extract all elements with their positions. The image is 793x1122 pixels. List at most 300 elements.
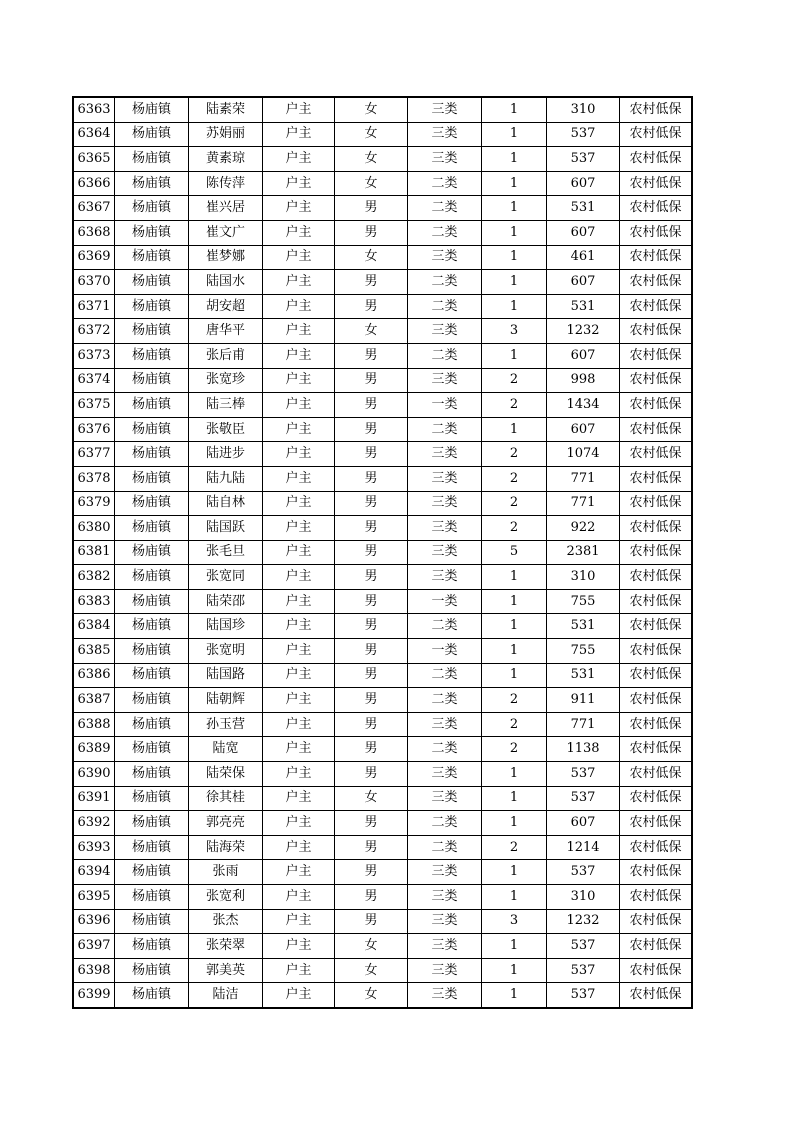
assistance-type-cell: 农村低保 — [620, 639, 693, 664]
table-row — [73, 811, 692, 836]
table-row — [73, 97, 692, 122]
row-number-cell: 6395 — [73, 885, 115, 910]
assistance-type-cell: 农村低保 — [620, 589, 693, 614]
table-row — [73, 196, 692, 221]
household-size-cell: 1 — [482, 589, 547, 614]
gender-cell: 男 — [335, 466, 408, 491]
assistance-type-cell: 农村低保 — [620, 688, 693, 713]
amount-cell: 1138 — [547, 737, 620, 762]
household-size-cell: 2 — [482, 516, 547, 541]
assistance-type-cell: 农村低保 — [620, 294, 693, 319]
assistance-type-cell: 农村低保 — [620, 762, 693, 787]
assistance-type-cell: 农村低保 — [620, 860, 693, 885]
township-cell: 杨庙镇 — [115, 712, 189, 737]
township-cell: 杨庙镇 — [115, 294, 189, 319]
amount-cell: 771 — [547, 491, 620, 516]
relation-cell: 户主 — [263, 196, 335, 221]
row-number-cell: 6392 — [73, 811, 115, 836]
relation-cell: 户主 — [263, 319, 335, 344]
category-cell: 二类 — [408, 196, 482, 221]
township-cell: 杨庙镇 — [115, 147, 189, 172]
table-row — [73, 983, 692, 1008]
row-number-cell: 6379 — [73, 491, 115, 516]
row-number-cell: 6396 — [73, 909, 115, 934]
category-cell: 一类 — [408, 639, 482, 664]
gender-cell: 女 — [335, 122, 408, 147]
category-cell: 二类 — [408, 171, 482, 196]
gender-cell: 男 — [335, 811, 408, 836]
table-row — [73, 688, 692, 713]
table-row — [73, 417, 692, 442]
category-cell: 二类 — [408, 835, 482, 860]
gender-cell: 男 — [335, 393, 408, 418]
row-number-cell: 6372 — [73, 319, 115, 344]
gender-cell: 男 — [335, 663, 408, 688]
household-size-cell: 2 — [482, 442, 547, 467]
relation-cell: 户主 — [263, 516, 335, 541]
category-cell: 三类 — [408, 983, 482, 1008]
household-size-cell: 1 — [482, 860, 547, 885]
name-cell: 张宽珍 — [189, 368, 263, 393]
category-cell: 三类 — [408, 860, 482, 885]
row-number-cell: 6364 — [73, 122, 115, 147]
assistance-type-cell: 农村低保 — [620, 343, 693, 368]
gender-cell: 女 — [335, 786, 408, 811]
table-row — [73, 122, 692, 147]
township-cell: 杨庙镇 — [115, 122, 189, 147]
amount-cell: 607 — [547, 171, 620, 196]
row-number-cell: 6366 — [73, 171, 115, 196]
household-size-cell: 1 — [482, 934, 547, 959]
row-number-cell: 6387 — [73, 688, 115, 713]
row-number-cell: 6382 — [73, 565, 115, 590]
township-cell: 杨庙镇 — [115, 245, 189, 270]
row-number-cell: 6391 — [73, 786, 115, 811]
table-body — [73, 97, 692, 1008]
row-number-cell: 6368 — [73, 220, 115, 245]
assistance-type-cell: 农村低保 — [620, 97, 693, 122]
amount-cell: 1434 — [547, 393, 620, 418]
household-size-cell: 2 — [482, 688, 547, 713]
name-cell: 陆自林 — [189, 491, 263, 516]
category-cell: 三类 — [408, 885, 482, 910]
row-number-cell: 6376 — [73, 417, 115, 442]
table-row — [73, 442, 692, 467]
relation-cell: 户主 — [263, 737, 335, 762]
household-size-cell: 1 — [482, 294, 547, 319]
township-cell: 杨庙镇 — [115, 343, 189, 368]
row-number-cell: 6370 — [73, 270, 115, 295]
category-cell: 三类 — [408, 934, 482, 959]
gender-cell: 男 — [335, 688, 408, 713]
gender-cell: 女 — [335, 245, 408, 270]
gender-cell: 男 — [335, 614, 408, 639]
amount-cell: 537 — [547, 762, 620, 787]
assistance-type-cell: 农村低保 — [620, 270, 693, 295]
township-cell: 杨庙镇 — [115, 934, 189, 959]
amount-cell: 310 — [547, 97, 620, 122]
assistance-type-cell: 农村低保 — [620, 147, 693, 172]
amount-cell: 537 — [547, 934, 620, 959]
gender-cell: 男 — [335, 270, 408, 295]
relation-cell: 户主 — [263, 639, 335, 664]
name-cell: 陆荣保 — [189, 762, 263, 787]
township-cell: 杨庙镇 — [115, 466, 189, 491]
category-cell: 三类 — [408, 466, 482, 491]
name-cell: 陆三棒 — [189, 393, 263, 418]
amount-cell: 531 — [547, 663, 620, 688]
name-cell: 胡安超 — [189, 294, 263, 319]
household-size-cell: 1 — [482, 958, 547, 983]
amount-cell: 537 — [547, 983, 620, 1008]
household-size-cell: 1 — [482, 565, 547, 590]
category-cell: 三类 — [408, 442, 482, 467]
relation-cell: 户主 — [263, 147, 335, 172]
row-number-cell: 6398 — [73, 958, 115, 983]
assistance-type-cell: 农村低保 — [620, 319, 693, 344]
relief-recipients-table — [72, 96, 693, 1009]
township-cell: 杨庙镇 — [115, 171, 189, 196]
household-size-cell: 1 — [482, 122, 547, 147]
relation-cell: 户主 — [263, 786, 335, 811]
category-cell: 三类 — [408, 516, 482, 541]
name-cell: 张杰 — [189, 909, 263, 934]
category-cell: 三类 — [408, 786, 482, 811]
household-size-cell: 1 — [482, 639, 547, 664]
category-cell: 二类 — [408, 417, 482, 442]
assistance-type-cell: 农村低保 — [620, 786, 693, 811]
row-number-cell: 6384 — [73, 614, 115, 639]
assistance-type-cell: 农村低保 — [620, 614, 693, 639]
amount-cell: 1074 — [547, 442, 620, 467]
name-cell: 陈传萍 — [189, 171, 263, 196]
township-cell: 杨庙镇 — [115, 885, 189, 910]
assistance-type-cell: 农村低保 — [620, 663, 693, 688]
assistance-type-cell: 农村低保 — [620, 122, 693, 147]
gender-cell: 男 — [335, 909, 408, 934]
amount-cell: 998 — [547, 368, 620, 393]
gender-cell: 男 — [335, 565, 408, 590]
amount-cell: 310 — [547, 565, 620, 590]
relation-cell: 户主 — [263, 466, 335, 491]
category-cell: 三类 — [408, 97, 482, 122]
name-cell: 陆荣邵 — [189, 589, 263, 614]
township-cell: 杨庙镇 — [115, 368, 189, 393]
name-cell: 陆宽 — [189, 737, 263, 762]
name-cell: 徐其桂 — [189, 786, 263, 811]
category-cell: 二类 — [408, 811, 482, 836]
category-cell: 三类 — [408, 491, 482, 516]
amount-cell: 531 — [547, 614, 620, 639]
relation-cell: 户主 — [263, 171, 335, 196]
assistance-type-cell: 农村低保 — [620, 835, 693, 860]
household-size-cell: 1 — [482, 614, 547, 639]
table-row — [73, 712, 692, 737]
gender-cell: 男 — [335, 589, 408, 614]
amount-cell: 911 — [547, 688, 620, 713]
gender-cell: 男 — [335, 417, 408, 442]
relation-cell: 户主 — [263, 343, 335, 368]
township-cell: 杨庙镇 — [115, 270, 189, 295]
gender-cell: 女 — [335, 983, 408, 1008]
household-size-cell: 1 — [482, 147, 547, 172]
row-number-cell: 6369 — [73, 245, 115, 270]
assistance-type-cell: 农村低保 — [620, 368, 693, 393]
township-cell: 杨庙镇 — [115, 417, 189, 442]
category-cell: 三类 — [408, 122, 482, 147]
assistance-type-cell: 农村低保 — [620, 958, 693, 983]
amount-cell: 1232 — [547, 319, 620, 344]
name-cell: 陆朝辉 — [189, 688, 263, 713]
relation-cell: 户主 — [263, 220, 335, 245]
table-row — [73, 319, 692, 344]
gender-cell: 男 — [335, 196, 408, 221]
row-number-cell: 6374 — [73, 368, 115, 393]
name-cell: 郭亮亮 — [189, 811, 263, 836]
amount-cell: 607 — [547, 811, 620, 836]
category-cell: 三类 — [408, 909, 482, 934]
township-cell: 杨庙镇 — [115, 860, 189, 885]
assistance-type-cell: 农村低保 — [620, 737, 693, 762]
household-size-cell: 3 — [482, 909, 547, 934]
township-cell: 杨庙镇 — [115, 589, 189, 614]
category-cell: 三类 — [408, 565, 482, 590]
amount-cell: 755 — [547, 639, 620, 664]
assistance-type-cell: 农村低保 — [620, 171, 693, 196]
row-number-cell: 6380 — [73, 516, 115, 541]
township-cell: 杨庙镇 — [115, 393, 189, 418]
township-cell: 杨庙镇 — [115, 639, 189, 664]
amount-cell: 537 — [547, 860, 620, 885]
assistance-type-cell: 农村低保 — [620, 393, 693, 418]
household-size-cell: 2 — [482, 491, 547, 516]
row-number-cell: 6389 — [73, 737, 115, 762]
gender-cell: 女 — [335, 319, 408, 344]
table-row — [73, 565, 692, 590]
household-size-cell: 1 — [482, 97, 547, 122]
assistance-type-cell: 农村低保 — [620, 417, 693, 442]
name-cell: 张宽明 — [189, 639, 263, 664]
relation-cell: 户主 — [263, 589, 335, 614]
household-size-cell: 1 — [482, 663, 547, 688]
table-row — [73, 245, 692, 270]
table-row — [73, 589, 692, 614]
row-number-cell: 6363 — [73, 97, 115, 122]
table-row — [73, 491, 692, 516]
amount-cell: 922 — [547, 516, 620, 541]
relation-cell: 户主 — [263, 885, 335, 910]
township-cell: 杨庙镇 — [115, 909, 189, 934]
assistance-type-cell: 农村低保 — [620, 220, 693, 245]
table-row — [73, 516, 692, 541]
household-size-cell: 1 — [482, 171, 547, 196]
assistance-type-cell: 农村低保 — [620, 516, 693, 541]
household-size-cell: 1 — [482, 885, 547, 910]
amount-cell: 607 — [547, 343, 620, 368]
township-cell: 杨庙镇 — [115, 565, 189, 590]
assistance-type-cell: 农村低保 — [620, 909, 693, 934]
relation-cell: 户主 — [263, 565, 335, 590]
gender-cell: 男 — [335, 343, 408, 368]
assistance-type-cell: 农村低保 — [620, 196, 693, 221]
township-cell: 杨庙镇 — [115, 319, 189, 344]
township-cell: 杨庙镇 — [115, 663, 189, 688]
assistance-type-cell: 农村低保 — [620, 712, 693, 737]
gender-cell: 男 — [335, 294, 408, 319]
category-cell: 二类 — [408, 220, 482, 245]
name-cell: 孙玉营 — [189, 712, 263, 737]
household-size-cell: 1 — [482, 811, 547, 836]
row-number-cell: 6385 — [73, 639, 115, 664]
table-row — [73, 762, 692, 787]
household-size-cell: 3 — [482, 319, 547, 344]
name-cell: 陆九陆 — [189, 466, 263, 491]
category-cell: 三类 — [408, 319, 482, 344]
category-cell: 三类 — [408, 712, 482, 737]
amount-cell: 537 — [547, 786, 620, 811]
household-size-cell: 1 — [482, 270, 547, 295]
amount-cell: 771 — [547, 712, 620, 737]
relation-cell: 户主 — [263, 368, 335, 393]
gender-cell: 女 — [335, 958, 408, 983]
relation-cell: 户主 — [263, 835, 335, 860]
household-size-cell: 2 — [482, 368, 547, 393]
name-cell: 张宽利 — [189, 885, 263, 910]
table-row — [73, 294, 692, 319]
name-cell: 崔兴居 — [189, 196, 263, 221]
category-cell: 二类 — [408, 294, 482, 319]
name-cell: 张宽同 — [189, 565, 263, 590]
row-number-cell: 6383 — [73, 589, 115, 614]
table-row — [73, 614, 692, 639]
relation-cell: 户主 — [263, 270, 335, 295]
table-row — [73, 786, 692, 811]
category-cell: 三类 — [408, 245, 482, 270]
relation-cell: 户主 — [263, 417, 335, 442]
relation-cell: 户主 — [263, 442, 335, 467]
township-cell: 杨庙镇 — [115, 220, 189, 245]
amount-cell: 755 — [547, 589, 620, 614]
row-number-cell: 6394 — [73, 860, 115, 885]
name-cell: 张雨 — [189, 860, 263, 885]
household-size-cell: 5 — [482, 540, 547, 565]
relation-cell: 户主 — [263, 688, 335, 713]
household-size-cell: 2 — [482, 393, 547, 418]
name-cell: 陆国路 — [189, 663, 263, 688]
category-cell: 二类 — [408, 270, 482, 295]
household-size-cell: 2 — [482, 835, 547, 860]
table-row — [73, 393, 692, 418]
assistance-type-cell: 农村低保 — [620, 885, 693, 910]
amount-cell: 1214 — [547, 835, 620, 860]
name-cell: 陆国珍 — [189, 614, 263, 639]
gender-cell: 男 — [335, 860, 408, 885]
category-cell: 二类 — [408, 614, 482, 639]
gender-cell: 男 — [335, 220, 408, 245]
name-cell: 黄素琼 — [189, 147, 263, 172]
amount-cell: 2381 — [547, 540, 620, 565]
household-size-cell: 1 — [482, 245, 547, 270]
relation-cell: 户主 — [263, 122, 335, 147]
gender-cell: 男 — [335, 762, 408, 787]
name-cell: 陆素荣 — [189, 97, 263, 122]
township-cell: 杨庙镇 — [115, 958, 189, 983]
township-cell: 杨庙镇 — [115, 835, 189, 860]
assistance-type-cell: 农村低保 — [620, 983, 693, 1008]
household-size-cell: 1 — [482, 417, 547, 442]
amount-cell: 607 — [547, 417, 620, 442]
assistance-type-cell: 农村低保 — [620, 565, 693, 590]
table-row — [73, 343, 692, 368]
row-number-cell: 6393 — [73, 835, 115, 860]
relation-cell: 户主 — [263, 860, 335, 885]
row-number-cell: 6388 — [73, 712, 115, 737]
row-number-cell: 6386 — [73, 663, 115, 688]
amount-cell: 607 — [547, 270, 620, 295]
relation-cell: 户主 — [263, 294, 335, 319]
gender-cell: 男 — [335, 540, 408, 565]
township-cell: 杨庙镇 — [115, 786, 189, 811]
assistance-type-cell: 农村低保 — [620, 466, 693, 491]
category-cell: 三类 — [408, 147, 482, 172]
name-cell: 陆海荣 — [189, 835, 263, 860]
relation-cell: 户主 — [263, 614, 335, 639]
township-cell: 杨庙镇 — [115, 442, 189, 467]
relation-cell: 户主 — [263, 540, 335, 565]
row-number-cell: 6390 — [73, 762, 115, 787]
township-cell: 杨庙镇 — [115, 491, 189, 516]
township-cell: 杨庙镇 — [115, 762, 189, 787]
household-size-cell: 1 — [482, 786, 547, 811]
table-row — [73, 270, 692, 295]
name-cell: 陆国跃 — [189, 516, 263, 541]
gender-cell: 男 — [335, 639, 408, 664]
amount-cell: 1232 — [547, 909, 620, 934]
amount-cell: 531 — [547, 294, 620, 319]
relation-cell: 户主 — [263, 393, 335, 418]
household-size-cell: 2 — [482, 712, 547, 737]
row-number-cell: 6397 — [73, 934, 115, 959]
table-row — [73, 466, 692, 491]
amount-cell: 771 — [547, 466, 620, 491]
household-size-cell: 2 — [482, 737, 547, 762]
gender-cell: 男 — [335, 491, 408, 516]
row-number-cell: 6377 — [73, 442, 115, 467]
township-cell: 杨庙镇 — [115, 196, 189, 221]
table-row — [73, 639, 692, 664]
household-size-cell: 1 — [482, 983, 547, 1008]
relation-cell: 户主 — [263, 712, 335, 737]
category-cell: 一类 — [408, 589, 482, 614]
township-cell: 杨庙镇 — [115, 688, 189, 713]
relation-cell: 户主 — [263, 983, 335, 1008]
gender-cell: 男 — [335, 442, 408, 467]
gender-cell: 男 — [335, 712, 408, 737]
table-row — [73, 835, 692, 860]
township-cell: 杨庙镇 — [115, 737, 189, 762]
table-row — [73, 934, 692, 959]
category-cell: 二类 — [408, 663, 482, 688]
amount-cell: 537 — [547, 147, 620, 172]
relation-cell: 户主 — [263, 934, 335, 959]
amount-cell: 537 — [547, 958, 620, 983]
assistance-type-cell: 农村低保 — [620, 934, 693, 959]
category-cell: 二类 — [408, 343, 482, 368]
row-number-cell: 6375 — [73, 393, 115, 418]
category-cell: 二类 — [408, 688, 482, 713]
table-row — [73, 220, 692, 245]
name-cell: 张敬臣 — [189, 417, 263, 442]
